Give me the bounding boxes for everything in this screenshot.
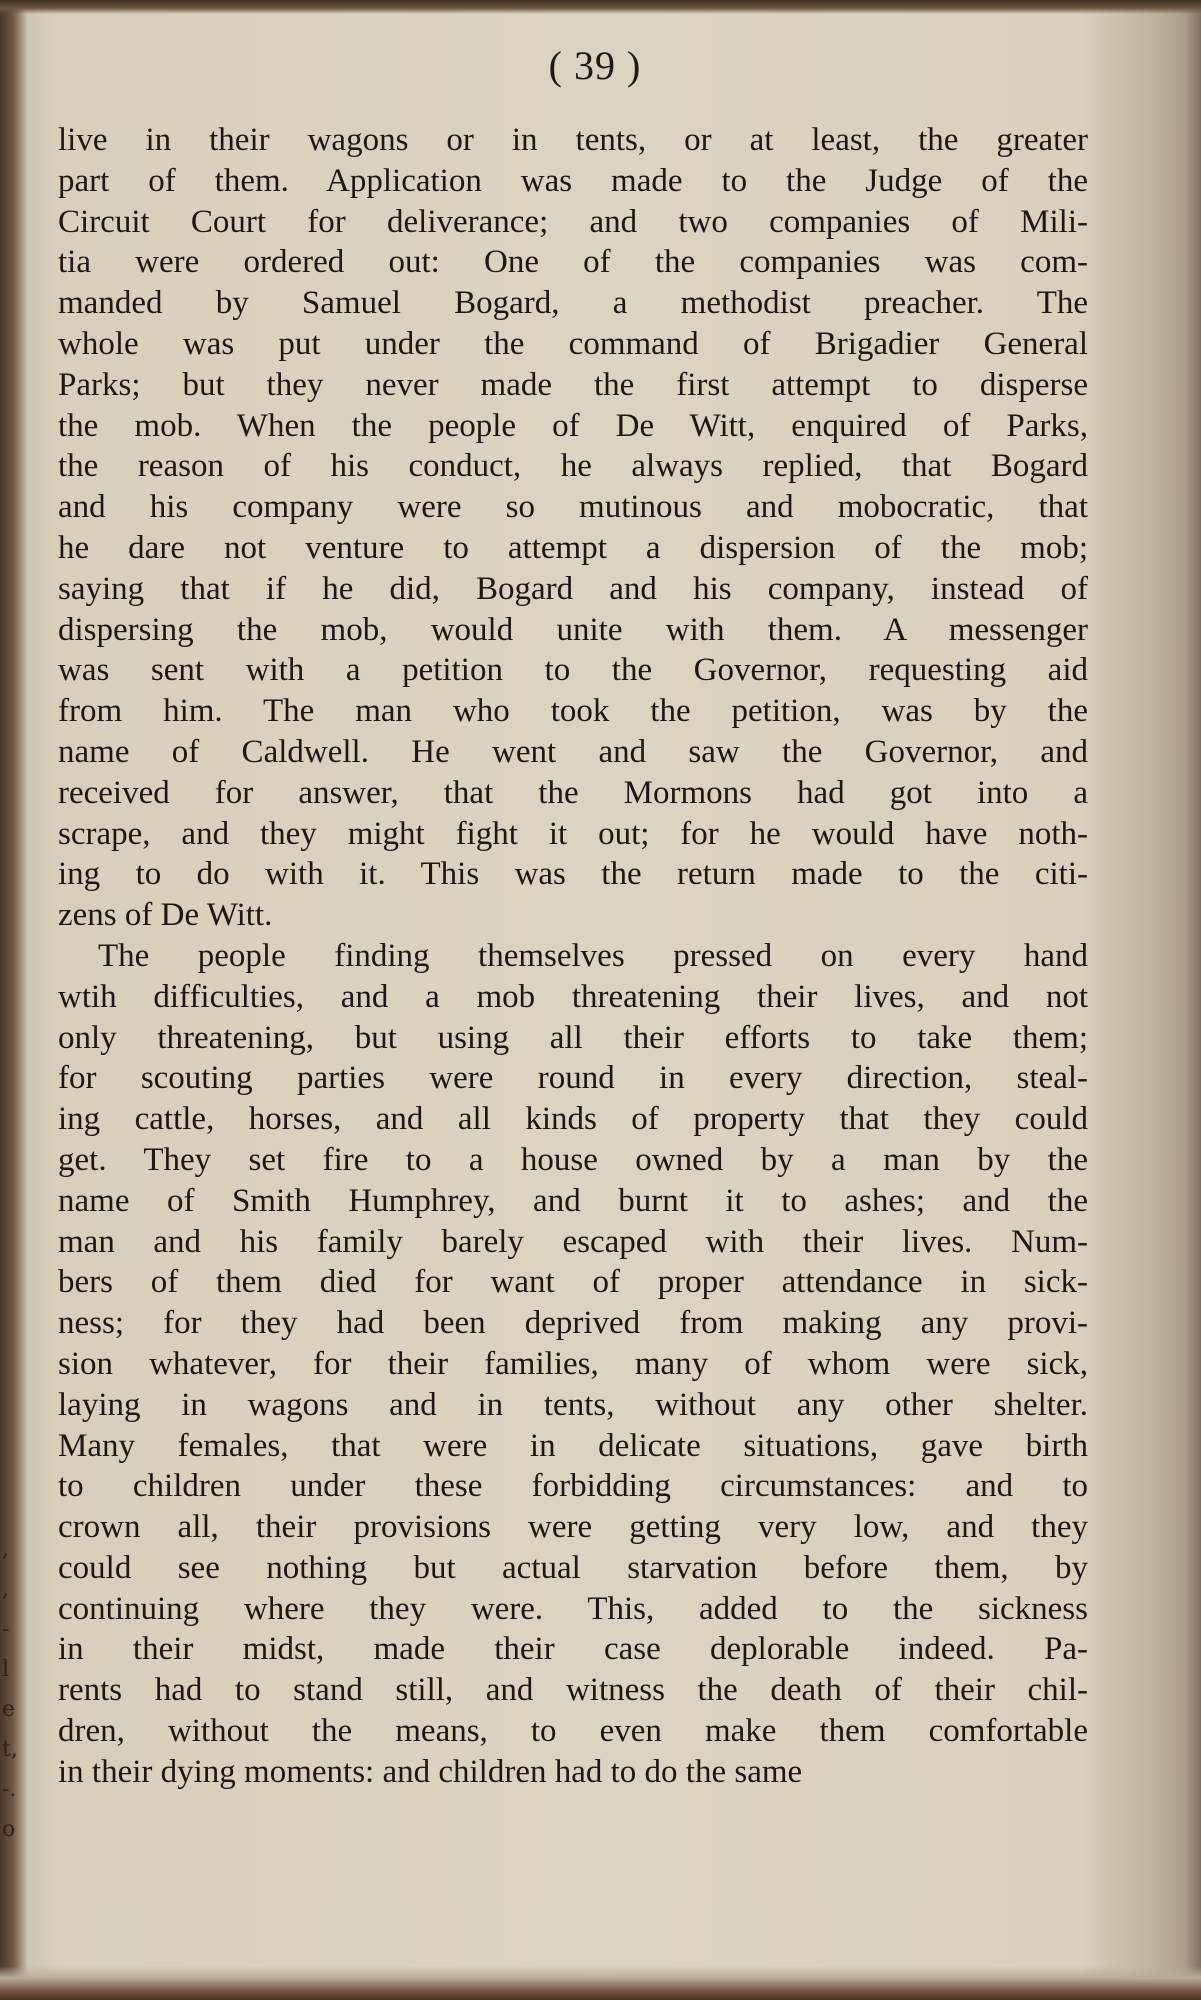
text-line: saying that if he did, Bogard and his company, instead of (58, 570, 1088, 607)
text-line: rents had to stand still, and witness the death of their chil- (58, 1672, 1088, 1709)
margin-mark: e (2, 1697, 16, 1722)
text-line: in their dying moments: and children had to do the same (58, 1753, 803, 1790)
text-line: scrape, and they might fight it out; for he would have noth- (58, 815, 1088, 852)
text-line: was sent with a petition to the Governor, requesting aid (58, 652, 1088, 689)
text-line: Parks; but they never made the first attempt to disperse (58, 366, 1088, 403)
text-line: for scouting parties were round in every direction, steal- (58, 1060, 1088, 1097)
paragraph (58, 120, 1088, 936)
text-line: could see nothing but actual starvation before them, by (58, 1549, 1088, 1586)
text-line: he dare not venture to attempt a dispersion of the mob; (58, 529, 1088, 566)
margin-mark: , (2, 1577, 9, 1602)
text-line: to children under these forbidding circumstances: and to (58, 1468, 1088, 1505)
text-line: part of them. Application was made to the Judge of the (58, 162, 1088, 199)
text-line: the mob. When the people of De Witt, enquired of Parks, (58, 407, 1088, 444)
margin-mark: l (2, 1657, 10, 1682)
text-line: whole was put under the command of Brigadier General (58, 325, 1088, 362)
margin-mark: t, (2, 1737, 18, 1762)
text-line: manded by Samuel Bogard, a methodist preacher. The (58, 285, 1088, 322)
text-line: received for answer, that the Mormons had got into a (58, 774, 1088, 811)
text-line: ness; for they had been deprived from making any provi- (58, 1305, 1088, 1342)
text-line: and his company were so mutinous and mobocratic, that (58, 489, 1088, 526)
paragraphs (58, 120, 1088, 1793)
text-line: from him. The man who took the petition, was by the (58, 693, 1088, 730)
text-line: name of Smith Humphrey, and burnt it to ashes; and the (58, 1182, 1088, 1219)
text-line: get. They set fire to a house owned by a man by the (58, 1141, 1088, 1178)
margin-mark: o (2, 1817, 16, 1842)
left-margin-marks (2, 1530, 18, 1850)
page-top-edge (0, 0, 1201, 14)
text-line: Circuit Court for deliverance; and two companies of Mili- (58, 203, 1088, 240)
text-line: zens of De Witt. (58, 897, 273, 934)
text-line: in their midst, made their case deplorable indeed. Pa- (58, 1631, 1088, 1668)
page-number: ( 39 ) (548, 43, 642, 88)
text-line: tia were ordered out: One of the companies was com- (58, 244, 1088, 281)
text-line: crown all, their provisions were getting very low, and they (58, 1509, 1088, 1546)
text-line: wtih difficulties, and a mob threatening their lives, and not (58, 978, 1088, 1015)
text-line: dispersing the mob, would unite with them. A messenger (58, 611, 1088, 648)
text-line: The people finding themselves pressed on every hand (98, 937, 1088, 974)
text-line: dren, without the means, to even make them comfortable (58, 1713, 1088, 1750)
text-line: continuing where they were. This, added to the sickness (58, 1590, 1088, 1627)
text-line: sion whatever, for their families, many of whom were sick, (58, 1345, 1088, 1382)
text-line: laying in wagons and in tents, without any other shelter. (58, 1386, 1088, 1423)
text-line: the reason of his conduct, he always replied, that Bogard (58, 448, 1088, 485)
text-line: bers of them died for want of proper attendance in sick- (58, 1264, 1088, 1301)
margin-mark: -. (2, 1777, 17, 1802)
text-line: Many females, that were in delicate situations, gave birth (58, 1427, 1088, 1464)
page-text (58, 120, 1088, 1793)
text-line: ing cattle, horses, and all kinds of property that they could (58, 1101, 1088, 1138)
text-line: live in their wagons or in tents, or at least, the greater (58, 122, 1088, 158)
page-bottom-edge (0, 1966, 1201, 2000)
margin-mark: - (2, 1617, 10, 1642)
text-line: man and his family barely escaped with their lives. Num- (58, 1223, 1088, 1260)
margin-mark: , (2, 1537, 9, 1562)
text-line: name of Caldwell. He went and saw the Governor, and (58, 733, 1088, 770)
text-line: ing to do with it. This was the return made to the citi- (58, 856, 1088, 893)
text-line: only threatening, but using all their efforts to take them; (58, 1019, 1088, 1056)
paragraph (58, 936, 1088, 1793)
